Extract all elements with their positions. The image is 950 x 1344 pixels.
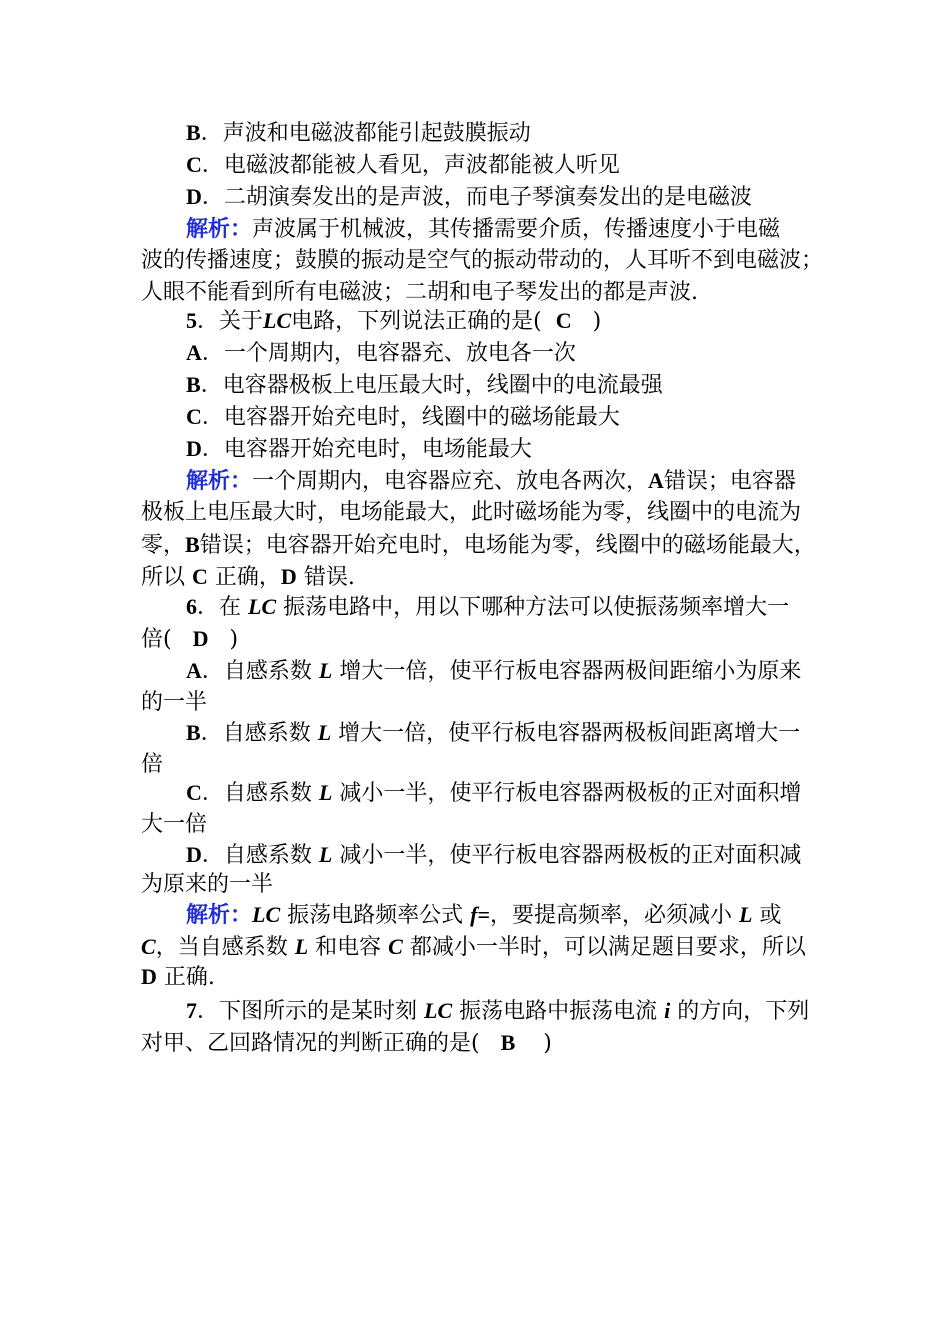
q6-option-c-line-1: C．自感系数 L 减小一半，使平行板电容器两极板的正对面积增 (186, 780, 802, 806)
q6-analysis-line-2: C，当自感系数 L 和电容 C 都减小一半时，可以满足题目要求，所以 (141, 934, 806, 960)
q7-stem-line-2: 对甲、乙回路情况的判断正确的是( B ) (141, 1030, 552, 1056)
q6-analysis-line-1: 解析：LC 振荡电路频率公式 f=，要提高频率，必须减小 L 或 (186, 902, 782, 928)
q4-option-c: C．电磁波都能被人看见，声波都能被人听见 (186, 152, 620, 178)
q6-option-d-line-2: 为原来的一半 (141, 872, 274, 897)
q5-analysis-line-3: 零，B错误；电容器开始充电时，电场能为零，线圈中的磁场能最大， (141, 532, 816, 558)
q6-option-c-line-2: 大一倍 (141, 812, 208, 837)
analysis-label: 解析： (186, 216, 253, 242)
q6-stem-line-2: 倍( D ) (141, 626, 239, 652)
q5-analysis-line-4: 所以 C 正确，D 错误. (141, 564, 355, 590)
analysis-label: 解析： (186, 902, 253, 928)
q5-option-c: C．电容器开始充电时，线圈中的磁场能最大 (186, 404, 620, 430)
q5-answer: C (555, 308, 572, 333)
q6-answer: D (192, 626, 209, 651)
q5-stem: 5．关于LC电路，下列说法正确的是( C ) (186, 308, 602, 334)
q4-analysis-line-1: 解析：声波属于机械波，其传播需要介质，传播速度小于电磁 (186, 216, 781, 242)
q5-analysis-line-2: 极板上电压最大时，电场能最大，此时磁场能为零，线圈中的电流为 (141, 500, 802, 525)
q4-option-b: B．声波和电磁波都能引起鼓膜振动 (186, 120, 531, 146)
q7-answer: B (500, 1030, 516, 1055)
q6-analysis-line-3: D 正确. (141, 964, 215, 990)
q4-analysis-line-3: 人眼不能看到所有电磁波；二胡和电子琴发出的都是声波. (141, 280, 698, 305)
q4-option-d: D．二胡演奏发出的是声波，而电子琴演奏发出的是电磁波 (186, 184, 752, 210)
q5-option-b: B．电容器极板上电压最大时，线圈中的电流最强 (186, 372, 663, 398)
q6-option-d-line-1: D．自感系数 L 减小一半，使平行板电容器两极板的正对面积减 (186, 842, 802, 868)
q4-analysis-line-2: 波的传播速度；鼓膜的振动是空气的振动带动的，人耳听不到电磁波； (141, 248, 824, 273)
q5-option-a: A．一个周期内，电容器充、放电各一次 (186, 340, 576, 366)
q6-stem-line-1: 6．在 LC 振荡电路中，用以下哪种方法可以使振荡频率增大一 (186, 594, 790, 620)
q5-option-d: D．电容器开始充电时，电场能最大 (186, 436, 532, 462)
analysis-label: 解析： (186, 468, 253, 494)
q6-option-b-line-1: B．自感系数 L 增大一倍，使平行板电容器两极板间距离增大一 (186, 720, 801, 746)
q6-option-a-line-2: 的一半 (141, 690, 208, 715)
q5-analysis-line-1: 解析：一个周期内，电容器应充、放电各两次，A错误；电容器 (186, 468, 796, 494)
q6-option-a-line-1: A．自感系数 L 增大一倍，使平行板电容器两极间距缩小为原来 (186, 658, 802, 684)
q7-stem-line-1: 7．下图所示的是某时刻 LC 振荡电路中振荡电流 i 的方向，下列 (186, 998, 810, 1024)
q6-option-b-line-2: 倍 (141, 752, 164, 777)
